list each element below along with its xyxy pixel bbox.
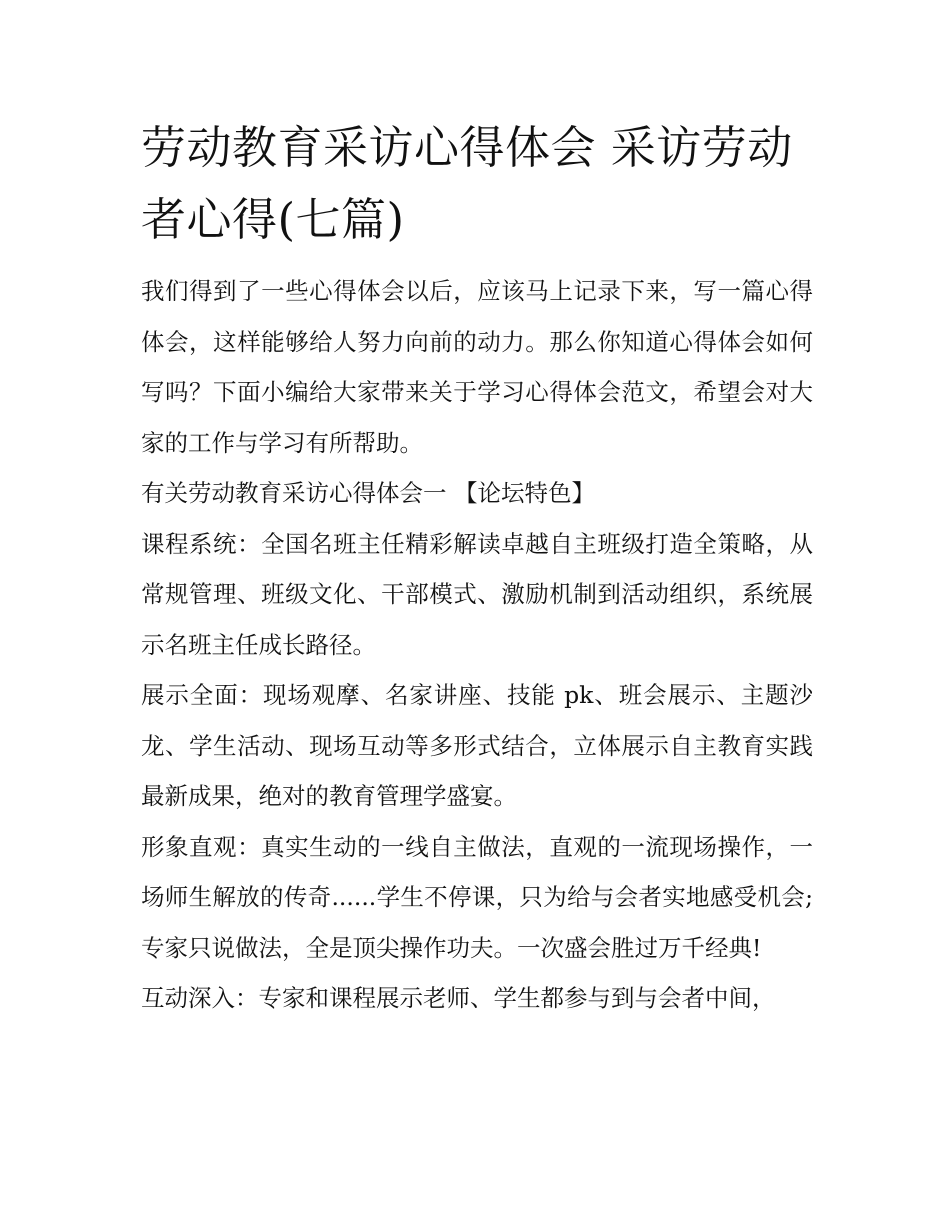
document-title: 劳动教育采访心得体会 采访劳动者心得(七篇): [141, 121, 793, 246]
paragraph-in-depth-interaction: 互动深入：专家和课程展示老师、学生都参与到与会者中间，: [141, 984, 776, 1012]
document-body: [141, 266, 813, 1024]
paragraph-intuitive-image: 形象直观：真实生动的一线自主做法，直观的一流现场操作，一场师生解放的传奇......学生不停课，只为给与会者实地感受机会;专家只说做法，全是顶尖操作功夫。一次盛会胜过万千经典!: [141, 832, 813, 962]
document-page: [141, 112, 813, 1024]
paragraph-section-heading: 有关劳动教育采访心得体会一 【论坛特色】: [141, 479, 595, 507]
paragraph-course-system: 课程系统：全国名班主任精彩解读卓越自主班级打造全策略，从常规管理、班级文化、干部模式、激励机制到活动组织，系统展示名班主任成长路径。: [141, 529, 813, 659]
paragraph-intro: 我们得到了一些心得体会以后，应该马上记录下来，写一篇心得体会，这样能够给人努力向前的动力。那么你知道心得体会如何写吗？下面小编给大家带来关于学习心得体会范文，希望会对大家的工作与学习有所帮助。: [141, 277, 813, 457]
paragraph-comprehensive-display: 展示全面：现场观摩、名家讲座、技能 pk、班会展示、主题沙龙、学生活动、现场互动等多形式结合，立体展示自主教育实践最新成果，绝对的教育管理学盛宴。: [141, 681, 813, 810]
